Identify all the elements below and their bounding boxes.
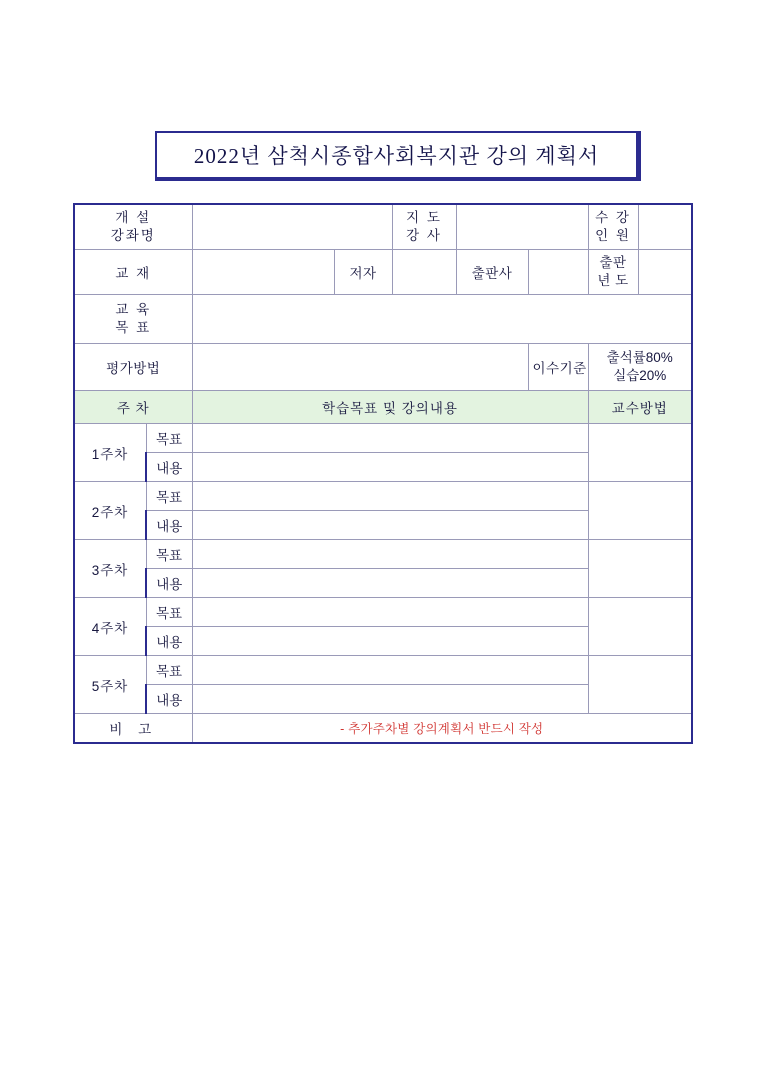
week-1-content-label: 내용	[146, 453, 192, 482]
week-3-content-label: 내용	[146, 569, 192, 598]
instructor-label-line1: 지 도	[406, 209, 442, 225]
author-value[interactable]	[392, 250, 456, 295]
week-3-content-value[interactable]	[192, 569, 588, 598]
course-name-value[interactable]	[192, 204, 392, 250]
week-2-method-value[interactable]	[588, 482, 692, 540]
table-row	[74, 482, 692, 511]
enrollment-label	[588, 204, 638, 250]
week-label-3: 3주차	[74, 540, 146, 598]
course-name-label-line1: 개 설	[115, 209, 152, 225]
week-5-goal-label: 목표	[146, 656, 192, 685]
instructor-label-line2: 강 사	[406, 228, 442, 243]
week-3-goal-label: 목표	[146, 540, 192, 569]
week-1-goal-label: 목표	[146, 424, 192, 453]
week-4-goal-value[interactable]	[192, 598, 588, 627]
week-1-method-value[interactable]	[588, 424, 692, 482]
table-row-evaluation	[74, 344, 692, 391]
table-row	[74, 540, 692, 569]
table-row	[74, 656, 692, 685]
evaluation-label: 평가방법	[74, 344, 192, 391]
week-2-goal-value[interactable]	[192, 482, 588, 511]
schedule-method-header: 교수방법	[588, 391, 692, 424]
note-text	[192, 714, 692, 744]
pubyear-label	[588, 250, 638, 295]
week-4-goal-label: 목표	[146, 598, 192, 627]
table-row-textbook	[74, 250, 692, 295]
enrollment-value[interactable]	[638, 204, 692, 250]
criteria-label: 이수기준	[528, 344, 588, 391]
week-2-goal-label: 목표	[146, 482, 192, 511]
instructor-value[interactable]	[456, 204, 588, 250]
schedule-week-header: 주 차	[74, 391, 192, 424]
table-row	[74, 598, 692, 627]
objective-value[interactable]	[192, 295, 692, 344]
page-title: 2022년 삼척시종합사회복지관 강의 계획서	[193, 144, 600, 168]
week-label-1: 1주차	[74, 424, 146, 482]
course-name-label	[74, 204, 192, 250]
week-4-method-value[interactable]	[588, 598, 692, 656]
week-label-4: 4주차	[74, 598, 146, 656]
objective-label-line1: 교 육	[115, 301, 152, 317]
table-row-course	[74, 204, 692, 250]
instructor-label	[392, 204, 456, 250]
table-row-objective	[74, 295, 692, 344]
enrollment-label-line2: 인 원	[595, 228, 631, 243]
criteria-value-line2: 실습20%	[613, 368, 667, 383]
note-label: 비 고	[74, 714, 192, 744]
title-border	[155, 131, 641, 181]
pubyear-label-line2: 년 도	[597, 273, 629, 288]
table-row-schedule-header	[74, 391, 692, 424]
author-label: 저자	[334, 250, 392, 295]
textbook-label: 교 재	[74, 250, 192, 295]
document-title-box	[155, 131, 641, 181]
week-1-goal-value[interactable]	[192, 424, 588, 453]
publisher-label: 출판사	[456, 250, 528, 295]
week-3-goal-value[interactable]	[192, 540, 588, 569]
schedule-content-header: 학습목표 및 강의내용	[192, 391, 588, 424]
week-3-method-value[interactable]	[588, 540, 692, 598]
table-row-note	[74, 714, 692, 744]
enrollment-label-line1: 수 강	[595, 209, 631, 225]
pubyear-value[interactable]	[638, 250, 692, 295]
lecture-plan-table	[73, 203, 693, 744]
week-5-method-value[interactable]	[588, 656, 692, 714]
week-1-content-value[interactable]	[192, 453, 588, 482]
week-5-goal-value[interactable]	[192, 656, 588, 685]
week-2-content-label: 내용	[146, 511, 192, 540]
week-label-5: 5주차	[74, 656, 146, 714]
textbook-value[interactable]	[192, 250, 334, 295]
criteria-value	[588, 344, 692, 391]
week-5-content-label: 내용	[146, 685, 192, 714]
criteria-value-line1: 출석률80%	[606, 349, 673, 365]
week-label-2: 2주차	[74, 482, 146, 540]
evaluation-value[interactable]	[192, 344, 528, 391]
lecture-plan-table-wrapper	[73, 203, 691, 744]
note-text-content: - 추가주차별 강의계획서 반드시 작성	[340, 722, 544, 736]
pubyear-label-line1: 출판	[599, 254, 627, 270]
course-name-label-line2: 강좌명	[110, 228, 156, 243]
week-5-content-value[interactable]	[192, 685, 588, 714]
week-4-content-value[interactable]	[192, 627, 588, 656]
table-row	[74, 424, 692, 453]
week-4-content-label: 내용	[146, 627, 192, 656]
publisher-value[interactable]	[528, 250, 588, 295]
objective-label-line2: 목 표	[115, 320, 152, 335]
week-2-content-value[interactable]	[192, 511, 588, 540]
objective-label	[74, 295, 192, 344]
